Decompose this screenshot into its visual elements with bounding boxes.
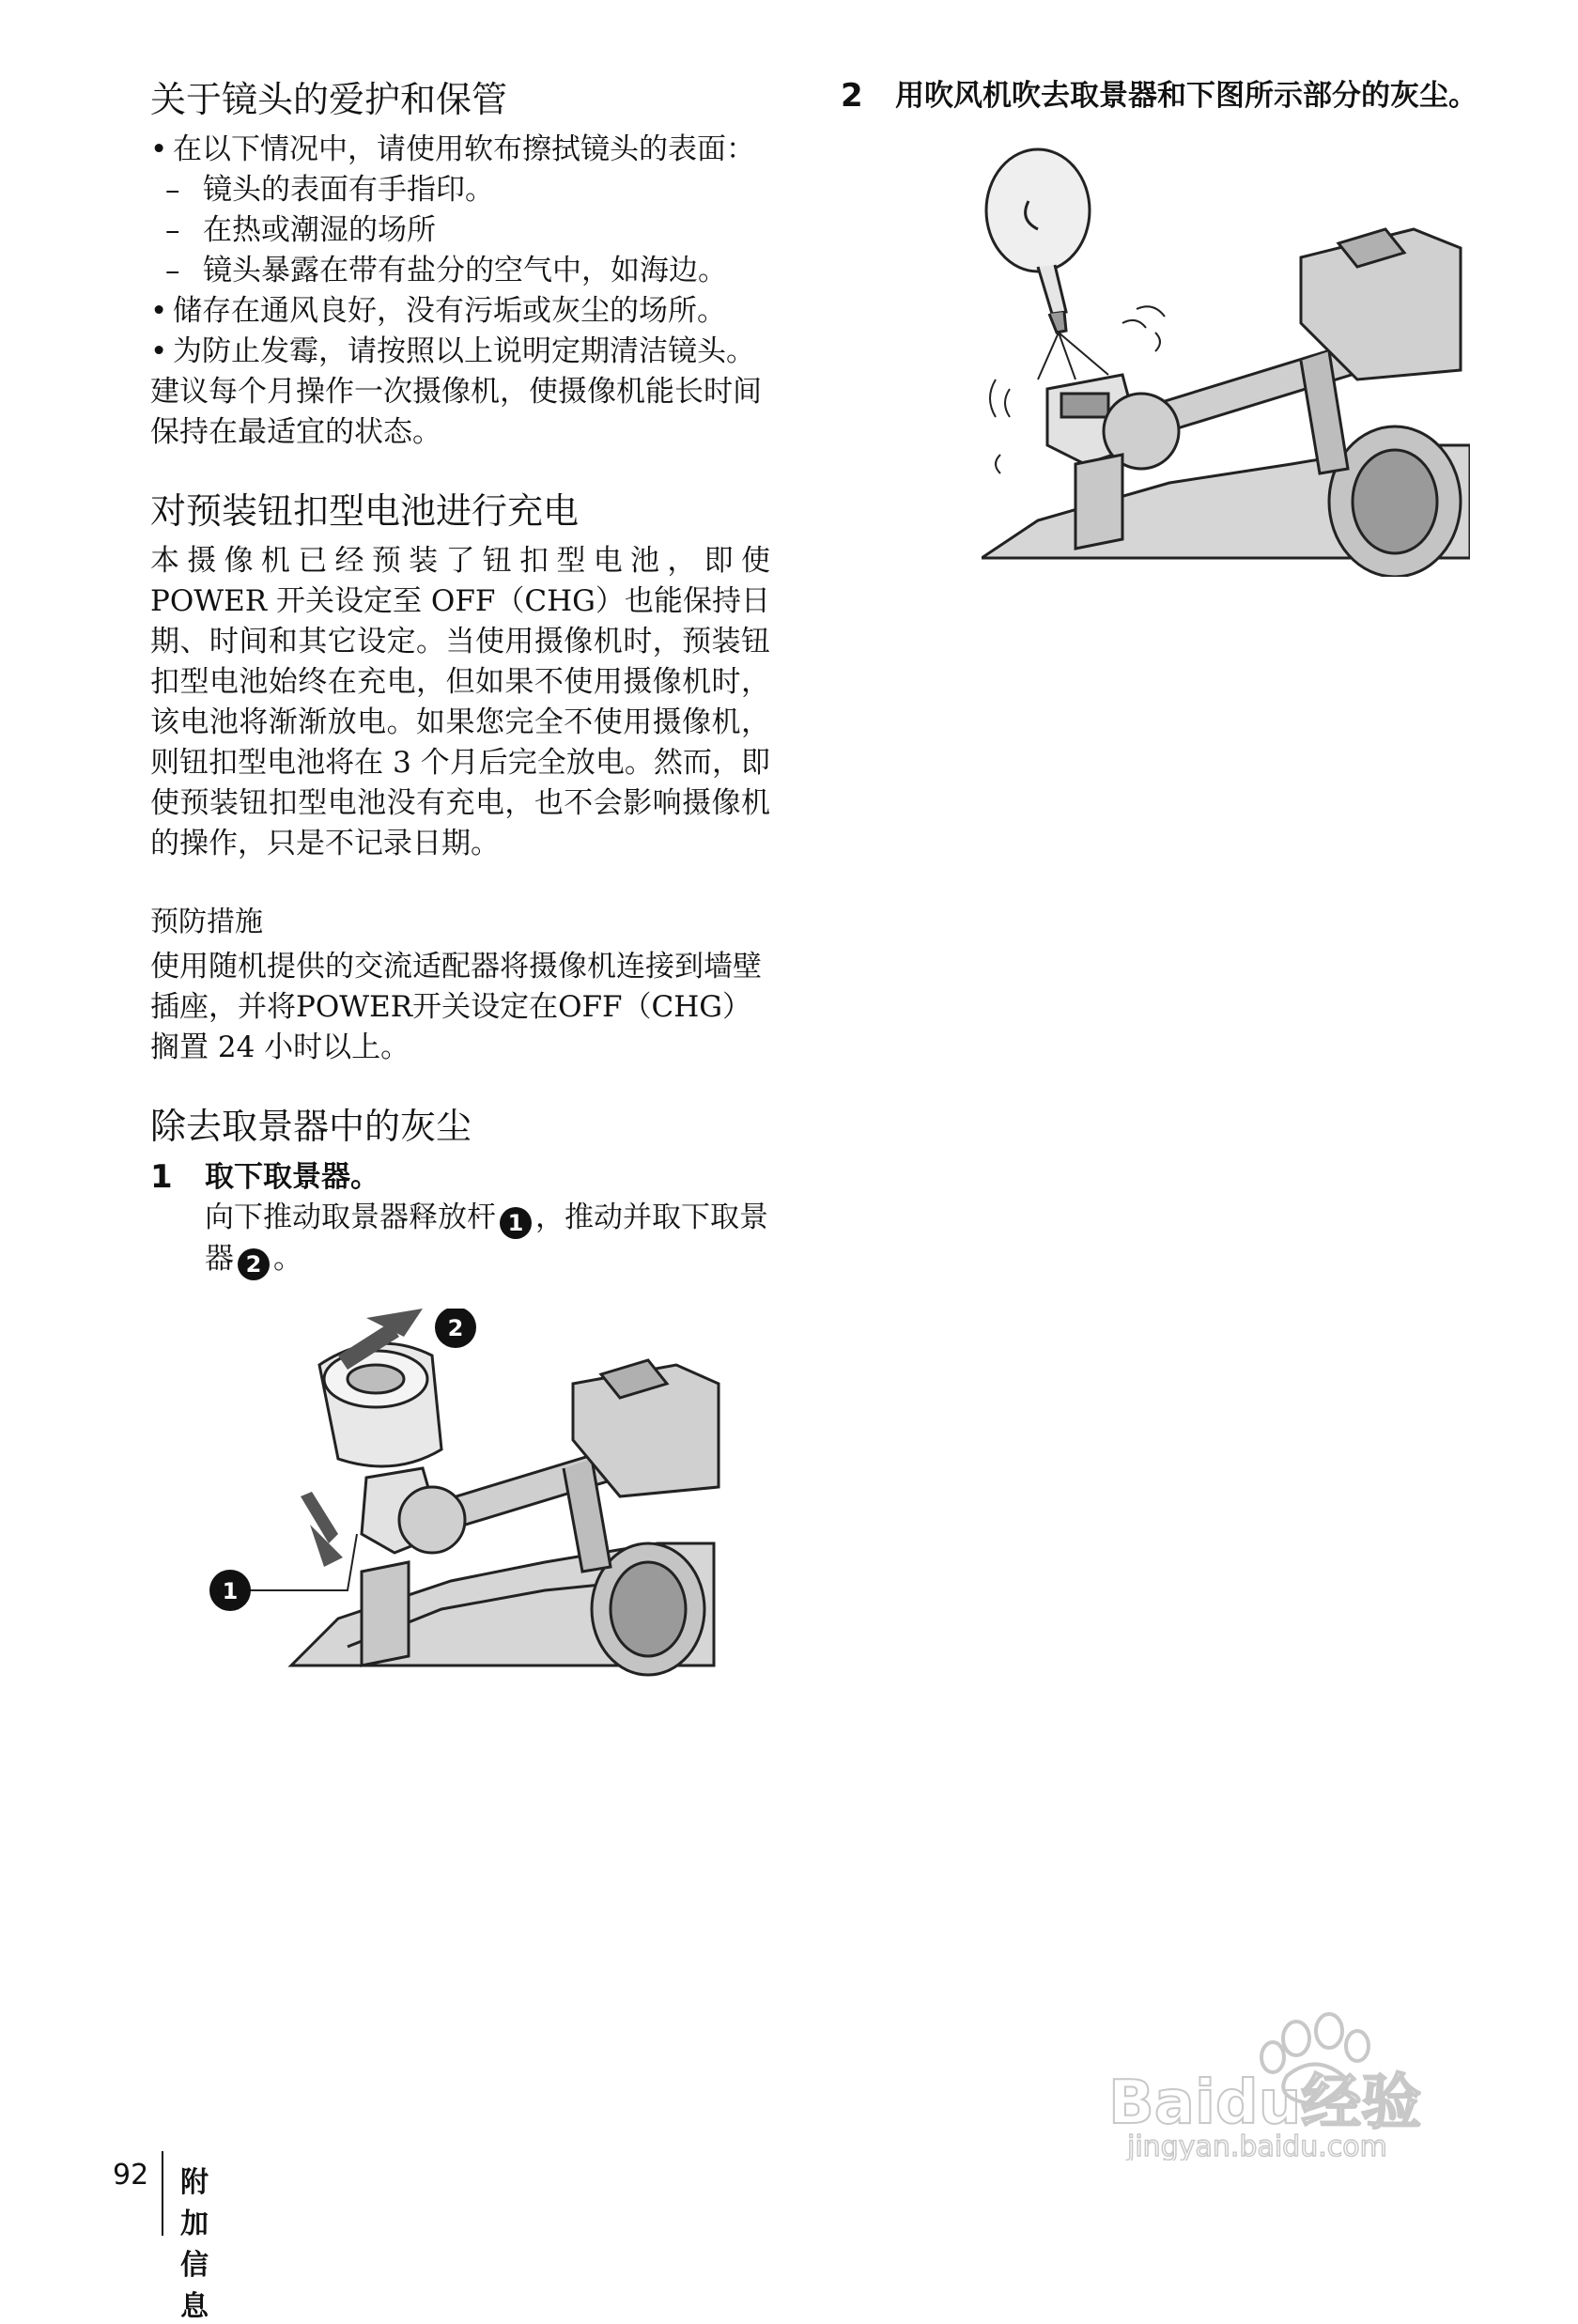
step-2-number: 2	[841, 77, 863, 115]
footer-divider	[162, 2151, 163, 2236]
lens-dash-1: – 镜头的表面有手指印。	[150, 170, 770, 210]
step-1	[150, 1156, 770, 1280]
lens-care-list	[150, 130, 770, 372]
precaution-body: 使用随机提供的交流适配器将摄像机连接到墙壁插座，并将POWER开关设定在OFF（CHG）搁置 24 小时以上。	[150, 950, 762, 1064]
step-1-body-a: 向下推动取景器释放杆	[205, 1201, 496, 1234]
lens-dash-3: – 镜头暴露在带有盐分的空气中，如海边。	[150, 251, 770, 291]
lens-dash-2: – 在热或潮湿的场所	[150, 210, 770, 251]
lens-bullet-3: • 为防止发霉，请按照以上说明定期清洁镜头。	[150, 332, 770, 372]
blower-cleaning-illustration	[982, 145, 1470, 577]
viewfinder-removal-illustration	[207, 1309, 733, 1703]
lens-bullet-1: • 在以下情况中，请使用软布擦拭镜头的表面：	[150, 130, 770, 170]
lens-care-section	[150, 75, 770, 453]
precaution-title: 预防措施	[150, 906, 263, 938]
step-1-body-b: ，推动并取下取景器	[205, 1201, 768, 1276]
baidu-watermark	[1099, 2001, 1493, 2161]
battery-body: 本摄像机已经预装了钮扣型电池，即使 POWER 开关设定至 OFF（CHG）也能保持日期、时间和其它设定。当使用摄像机时，预装钮扣型电池始终在充电，但如果不使用摄像机时，该电池将渐渐放电。如果您完全不使用摄像机，则钮扣型电池将在 3 个月后完全放电。然而，即使预装钮扣型电池没有充电，也不会影响摄像机的操作，只是不记录日期。	[150, 544, 770, 860]
callout-1-label: 1	[222, 1578, 239, 1604]
baidu-paw-icon	[1099, 2001, 1493, 2161]
watermark-url: jingyan.baidu.com	[1127, 2130, 1387, 2161]
lens-care-title: 关于镜头的爱护和保管	[150, 79, 508, 120]
callout-2-label: 2	[447, 1315, 464, 1341]
step-1-title: 取下取景器。	[205, 1160, 379, 1194]
left-column	[150, 75, 770, 1703]
battery-title: 对预装钮扣型电池进行充电	[150, 490, 580, 532]
lens-note: 建议每个月操作一次摄像机，使摄像机能长时间保持在最适宜的状态。	[150, 375, 762, 449]
footer-section-name: 附加信息	[180, 2166, 209, 2323]
callout-2-inline: 2	[238, 1248, 270, 1280]
step-2	[841, 75, 1489, 116]
lens-bullet-2: • 储存在通风良好，没有污垢或灰尘的场所。	[150, 291, 770, 332]
step-1-body-c: 。	[273, 1242, 302, 1276]
dust-section	[150, 1102, 770, 1703]
dust-title: 除去取景器中的灰尘	[150, 1106, 472, 1147]
step-1-number: 1	[150, 1158, 173, 1196]
page-number: 92	[113, 2159, 149, 2192]
right-column	[841, 75, 1489, 577]
step-2-title: 用吹风机吹去取景器和下图所示部分的灰尘。	[895, 79, 1477, 113]
watermark-brand: Baidu经验	[1108, 2068, 1422, 2138]
step-1-body	[205, 1198, 770, 1280]
battery-section	[150, 487, 770, 1068]
callout-1-inline: 1	[500, 1207, 532, 1239]
